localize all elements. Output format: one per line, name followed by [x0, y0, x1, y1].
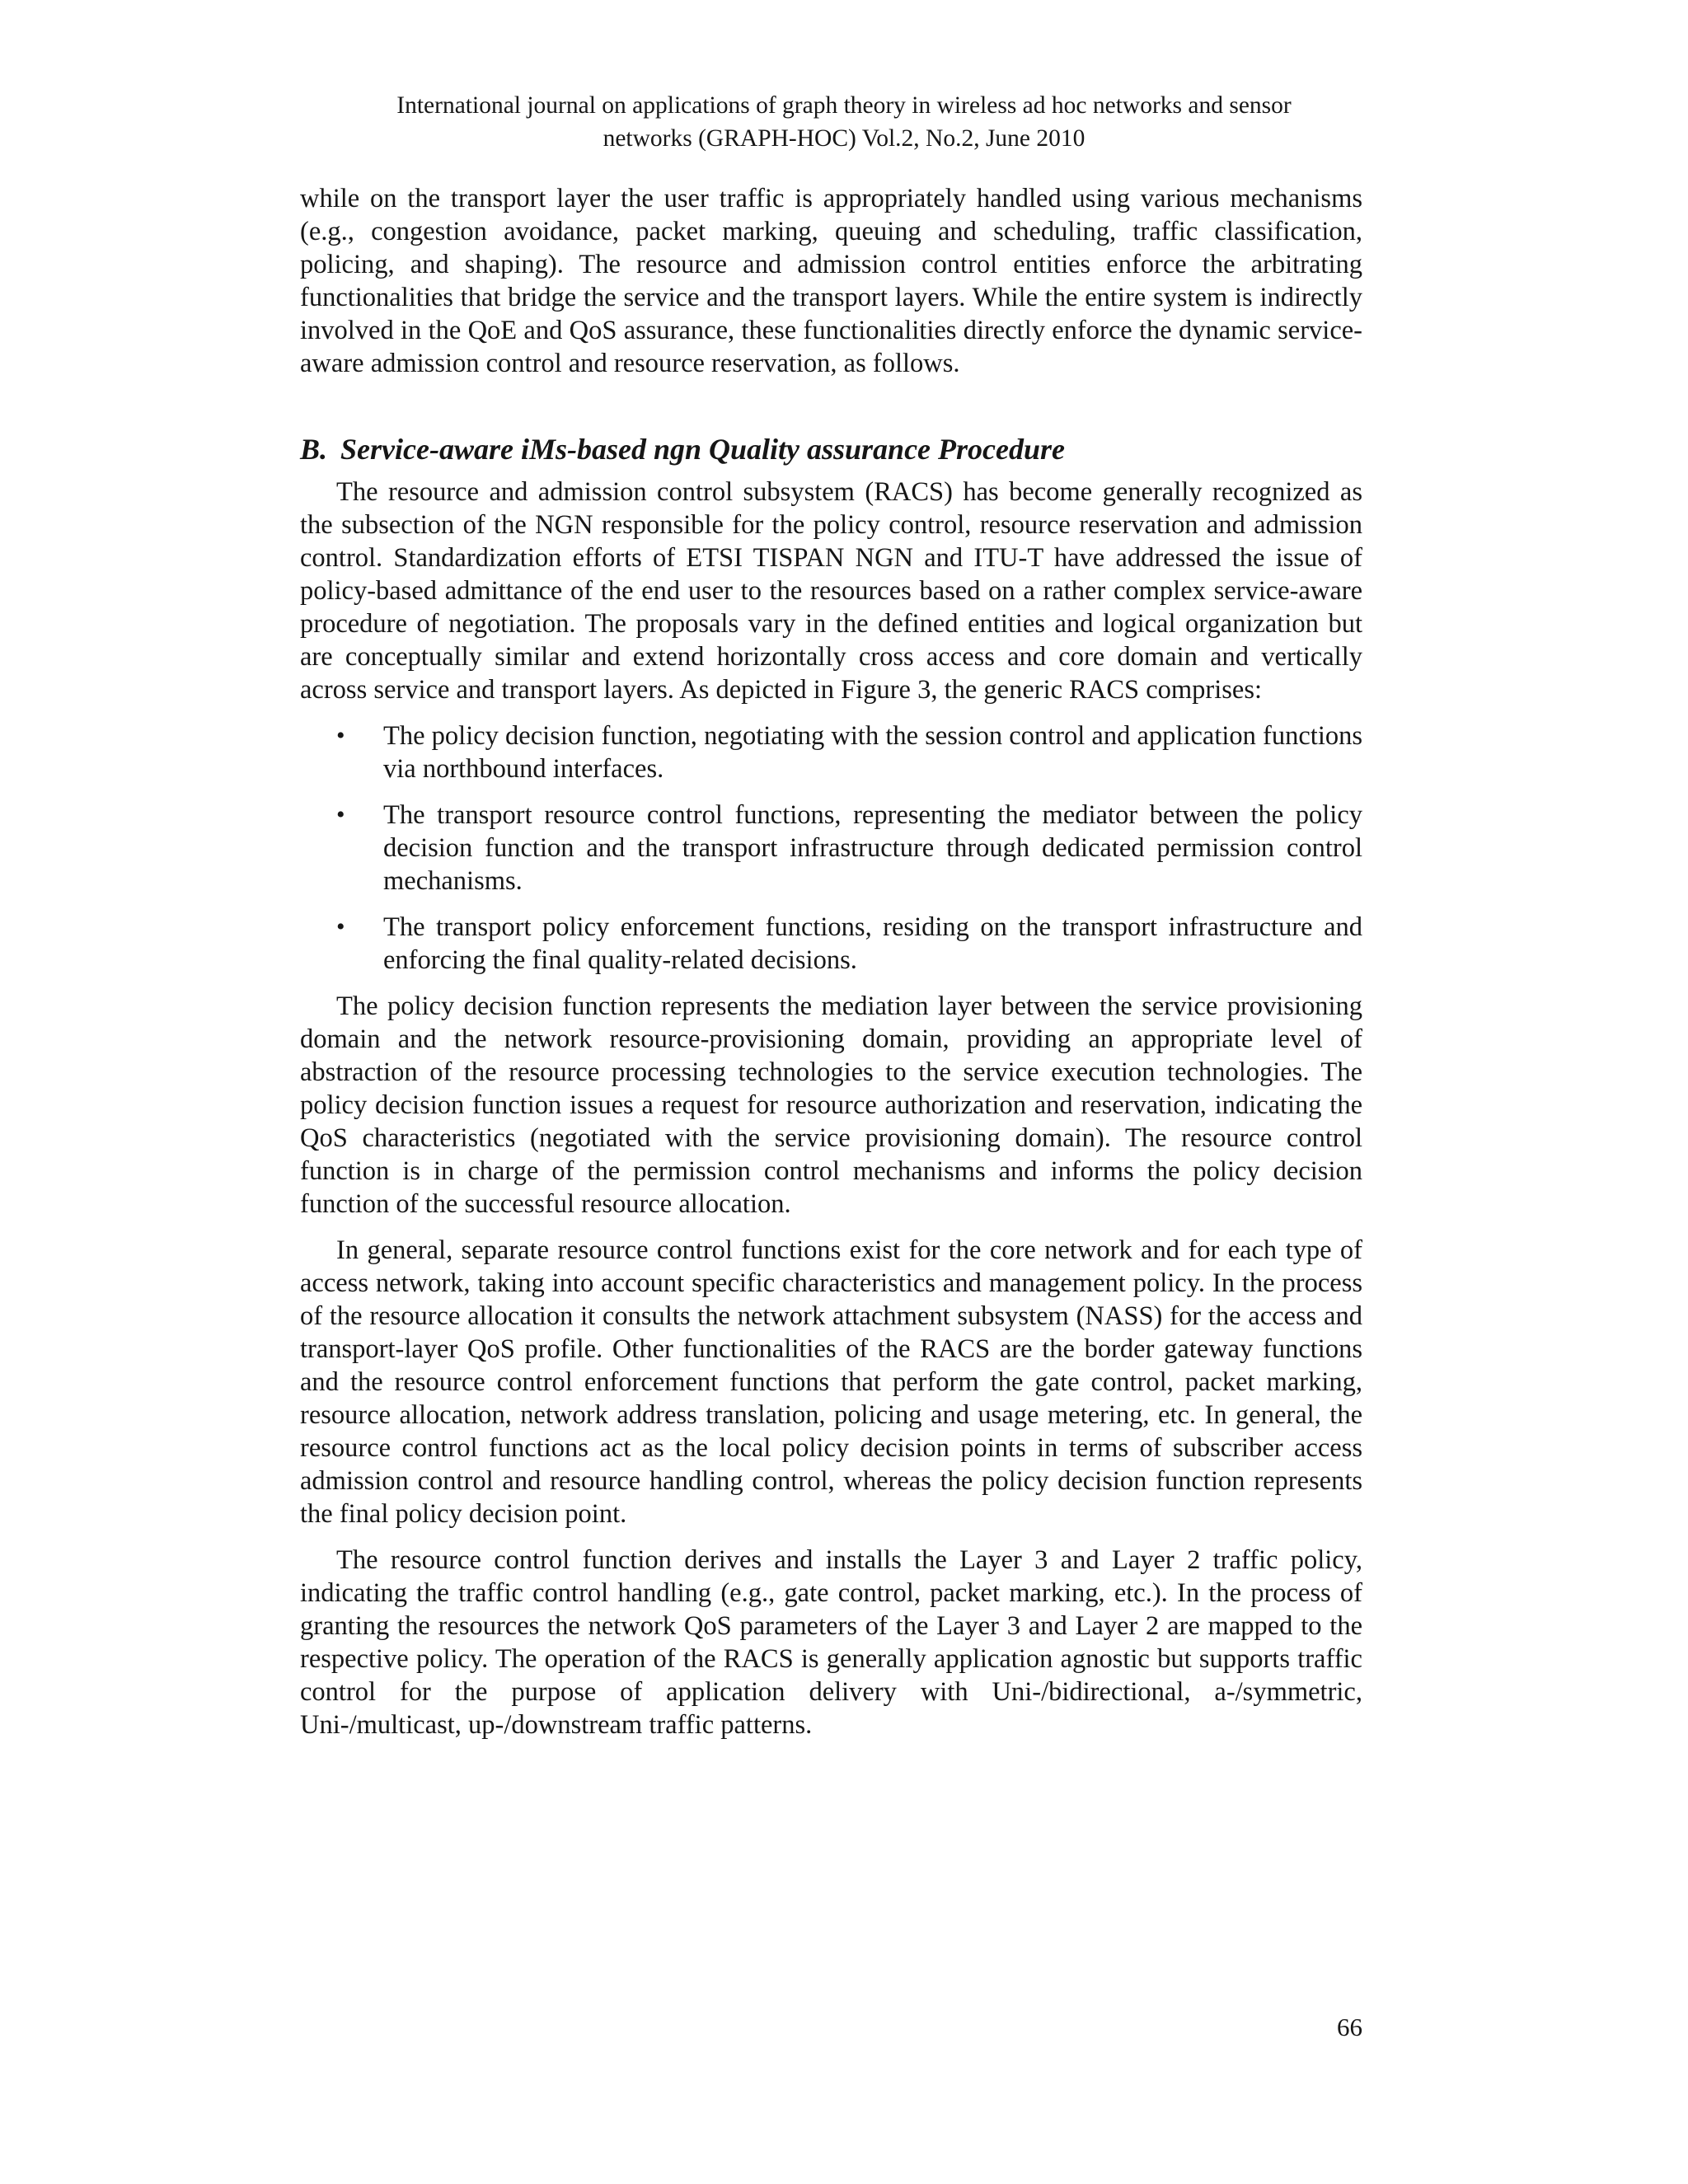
list-item-text: The transport policy enforcement functions, residing on the transport infrastructure and enforcing the final quality-related decisions.: [383, 912, 1362, 975]
list-item: [300, 799, 1362, 898]
body-text: [300, 182, 1362, 1741]
bullet-marker: •: [336, 722, 345, 749]
racs-components-list: [300, 719, 1362, 977]
list-item: [300, 911, 1362, 977]
list-item-text: The transport resource control functions, representing the mediator between the policy decision function and the transport infrastructure through dedicated permission control mechanisms.: [383, 800, 1362, 896]
list-item-text: The policy decision function, negotiating with the session control and application functions via northbound interfaces.: [383, 721, 1362, 784]
intro-paragraph: while on the transport layer the user traffic is appropriately handled using various mechanisms (e.g., congestion avoidance, packet marking, queuing and scheduling, traffic classification, policing, and shaping). The resource and admission control entities enforce the arbitrating functionalities that bridge the service and the transport layers. While the entire system is indirectly involved in the QoE and QoS assurance, these functionalities directly enforce the dynamic service-aware admission control and resource reservation, as follows.: [300, 184, 1362, 378]
paragraph-resource-control: In general, separate resource control functions exist for the core network and for each type of access network, taking into account specific characteristics and management policy. In the process of the resource allocation it consults the network attachment subsystem (NASS) for the access and transport-layer QoS profile. Other functionalities of the RACS are the border gateway functions and the resource control enforcement functions that perform the gate control, packet marking, resource allocation, network address translation, policing and usage metering, etc. In general, the resource control functions act as the local policy decision points in terms of subscriber access admission control and resource handling control, whereas the policy decision function represents the final policy decision point.: [300, 1235, 1362, 1529]
paragraph-traffic-policy: The resource control function derives and installs the Layer 3 and Layer 2 traffic policy, indicating the traffic control handling (e.g., gate control, packet marking, etc.). In the process of granting the resources the network QoS parameters of the Layer 3 and Layer 2 are mapped to the respective policy. The operation of the RACS is generally application agnostic but supports traffic control for the purpose of application delivery with Uni-/bidirectional, a-/symmetric, Uni-/multicast, up-/downstream traffic patterns.: [300, 1545, 1362, 1740]
section-title: Service-aware iMs-based ngn Quality assurance Procedure: [340, 433, 1065, 466]
running-header-line-1: International journal on applications of graph theory in wireless ad hoc networks and sensor: [396, 92, 1292, 119]
bullet-marker: •: [336, 913, 345, 940]
paragraph-racs-intro: The resource and admission control subsystem (RACS) has become generally recognized as the subsection of the NGN responsible for the policy control, resource reservation and admission control. Standardization efforts of ETSI TISPAN NGN and ITU-T have addressed the issue of policy-based admittance of the end user to the resources based on a rather complex service-aware procedure of negotiation. The proposals vary in the defined entities and logical organization but are conceptually similar and extend horizontally cross access and core domain and vertically across service and transport layers. As depicted in Figure 3, the generic RACS comprises:: [300, 477, 1362, 705]
section-heading: [300, 431, 1362, 467]
list-item: [300, 719, 1362, 785]
paragraph-policy-decision: The policy decision function represents the mediation layer between the service provisioning domain and the network resource-provisioning domain, providing an appropriate level of abstraction of the resource processing technologies to the service execution technologies. The policy decision function issues a request for resource authorization and reservation, indicating the QoS characteristics (negotiated with the service provisioning domain). The resource control function is in charge of the permission control mechanisms and informs the policy decision function of the successful resource allocation.: [300, 991, 1362, 1219]
running-header: [300, 89, 1388, 155]
bullet-marker: •: [336, 801, 345, 828]
running-header-line-2: networks (GRAPH-HOC) Vol.2, No.2, June 2010: [603, 125, 1085, 152]
section-number: B.: [300, 433, 328, 466]
page-number: 66: [1337, 2013, 1362, 2041]
